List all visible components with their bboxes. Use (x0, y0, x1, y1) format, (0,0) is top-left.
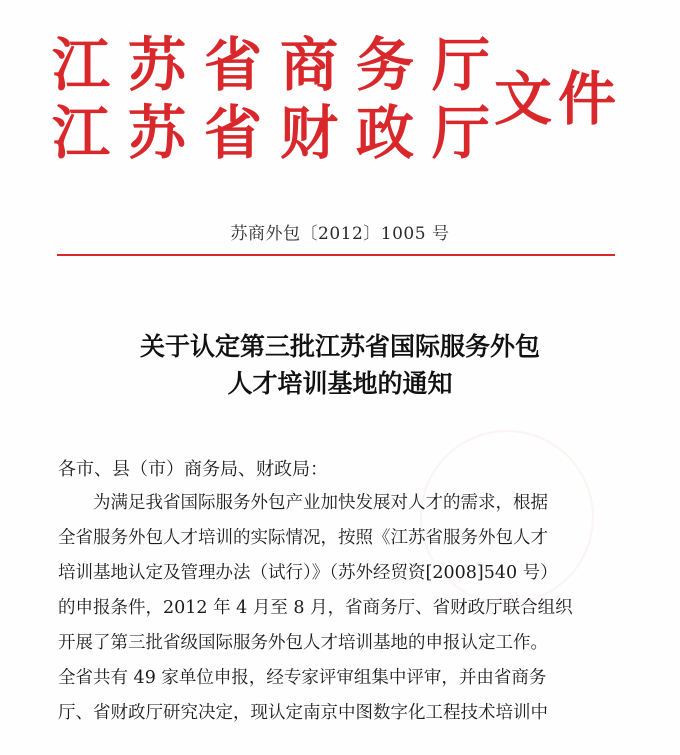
document-header (52, 22, 623, 172)
body-line: 为满足我省国际服务外包产业加快发展对人才的需求，根据 (58, 493, 548, 513)
body-line: 的申报条件，2012 年 4 月至 8 月，省商务厅、省财政厅联合组织 (58, 598, 573, 618)
document-number: 苏商外包〔2012〕1005 号 (230, 224, 450, 244)
body-line: 开展了第三批省级国际服务外包人才培训基地的申报认定工作。 (58, 633, 548, 653)
body-line: 厅、省财政厅研究决定，现认定南京中图数字化工程技术培训中 (58, 703, 548, 723)
title-line-2: 人才培训基地的通知 (227, 369, 453, 398)
body-line: 培训基地认定及管理办法（试行）》（苏外经贸资[2008]540 号） (58, 563, 558, 583)
red-divider-line (57, 254, 615, 256)
addressee: 各市、县（市）商务局、财政局： (58, 459, 328, 480)
header-issuer-finance: 江苏省财政厅 (52, 99, 509, 167)
body-line: 全省共有 49 家单位申报，经专家评审组集中评审，并由省商务 (58, 668, 547, 688)
header-document-label: 文件 (494, 65, 623, 133)
body-line: 全省服务外包人才培训的实际情况，按照《江苏省服务外包人才 (58, 528, 548, 548)
header-issuer-commerce: 江苏省商务厅 (52, 31, 509, 99)
title-line-1: 关于认定第三批江苏省国际服务外包 (139, 332, 540, 361)
